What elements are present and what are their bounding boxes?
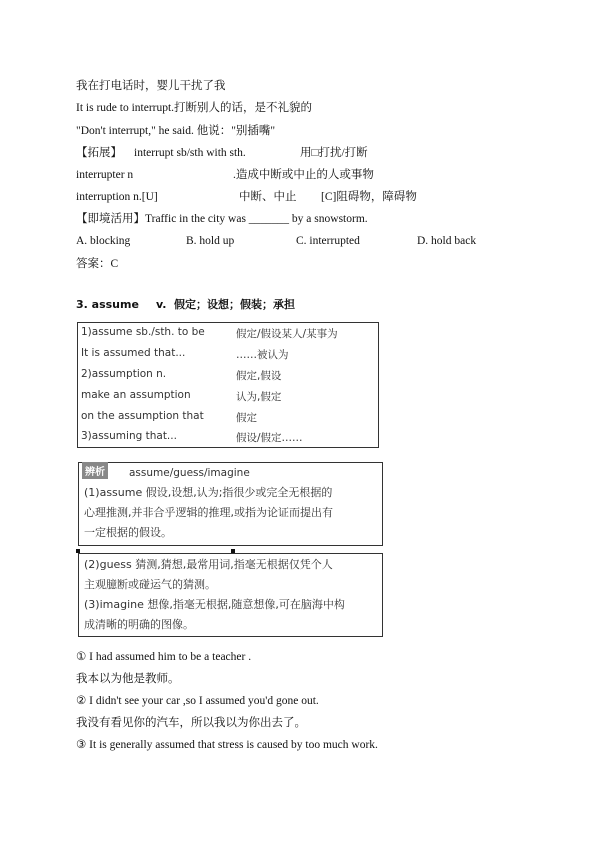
note-paragraph: (1)assume 假设,设想,认为;指很少或完全无根据的: [84, 486, 333, 499]
table-row-en: It is assumed that...: [81, 347, 186, 359]
note-paragraph: 心理推测,并非合乎逻辑的推理,或指为论证而提出有: [84, 506, 333, 519]
table-row-zh: 假定: [236, 412, 257, 424]
example-sentence: ② I didn't see your car ,so I assumed you'd gone out.: [76, 695, 319, 707]
example-translation: 我本以为他是教师。: [76, 673, 180, 685]
option-d: D. hold back: [417, 235, 477, 247]
note-paragraph: 成清晰的明确的图像。: [84, 618, 194, 631]
derivative-word: interrupter n: [76, 169, 134, 181]
heading-word: 3. assume: [76, 298, 139, 311]
comparison-note: [78, 462, 383, 546]
derivative-line: [76, 168, 374, 182]
derivative-meaning: 中断、中止: [239, 191, 297, 203]
table-row-zh: 假定,假设: [236, 370, 282, 382]
table-row-zh: 假设/假定……: [236, 432, 303, 444]
note-paragraph: (3)imagine 想像,指毫无根据,随意想像,可在脑海中构: [84, 598, 345, 611]
table-row-en: make an assumption: [81, 389, 191, 401]
extension-phrase: interrupt sb/sth with sth.: [134, 147, 246, 159]
table-row-zh: 认为,假定: [236, 391, 282, 403]
extension-meaning: 用□打扰/打断: [300, 147, 368, 159]
text-line: It is rude to interrupt.打断别人的话，是不礼貌的: [76, 102, 313, 114]
extension-tag: 【拓展】: [76, 147, 122, 159]
table-row-en: on the assumption that: [81, 410, 204, 422]
table-row-en: 1)assume sb./sth. to be: [81, 326, 205, 338]
table-row-zh: 假定/假设某人/某事为: [236, 328, 338, 340]
option-a: A. blocking: [76, 235, 131, 247]
example-sentence: ① I had assumed him to be a teacher .: [76, 651, 252, 663]
heading-meaning: 假定；设想；假装；承担: [174, 298, 295, 311]
option-c: C. interrupted: [296, 235, 360, 247]
table-row-en: 3)assuming that...: [81, 430, 177, 442]
option-b: B. hold up: [186, 235, 235, 247]
text-line: "Don't interrupt," he said. 他说："别插嘴": [76, 125, 276, 137]
exercise-line: [76, 212, 368, 226]
options-line: [76, 234, 477, 248]
example-translation: 我没有看见你的汽车，所以我以为你出去了。: [76, 717, 306, 729]
derivative-line: [76, 190, 417, 204]
section-heading: [76, 298, 295, 312]
exercise-question: Traffic in the city was _______ by a snowstorm.: [145, 213, 368, 225]
derivative-meaning-countable: [C]阻碍物，障碍物: [321, 191, 417, 203]
exercise-tag: 【即境活用】: [76, 213, 145, 225]
comparison-note-continued: [78, 553, 383, 637]
comparison-badge: 辨析: [82, 462, 108, 479]
example-sentence: ③ It is generally assumed that stress is caused by too much work.: [76, 739, 378, 751]
note-paragraph: 一定根据的假设。: [84, 526, 172, 539]
table-row-en: 2)assumption n.: [81, 368, 167, 380]
derivative-word: interruption n.[U]: [76, 191, 158, 203]
comparison-title: assume/guess/imagine: [129, 467, 250, 479]
derivative-meaning: .造成中断或中止的人或事物: [233, 169, 374, 181]
table-row-zh: ……被认为: [236, 349, 289, 361]
extension-line: [76, 146, 368, 160]
answer-line: 答案：C: [76, 258, 119, 270]
heading-pos: v.: [156, 298, 167, 311]
note-paragraph: 主观臆断或碰运气的猜测。: [84, 578, 216, 591]
phrase-table: [77, 322, 379, 448]
text-line: 我在打电话时，婴儿干扰了我: [76, 80, 226, 92]
note-paragraph: (2)guess 猜测,猜想,最常用词,指毫无根据仅凭个人: [84, 558, 333, 571]
